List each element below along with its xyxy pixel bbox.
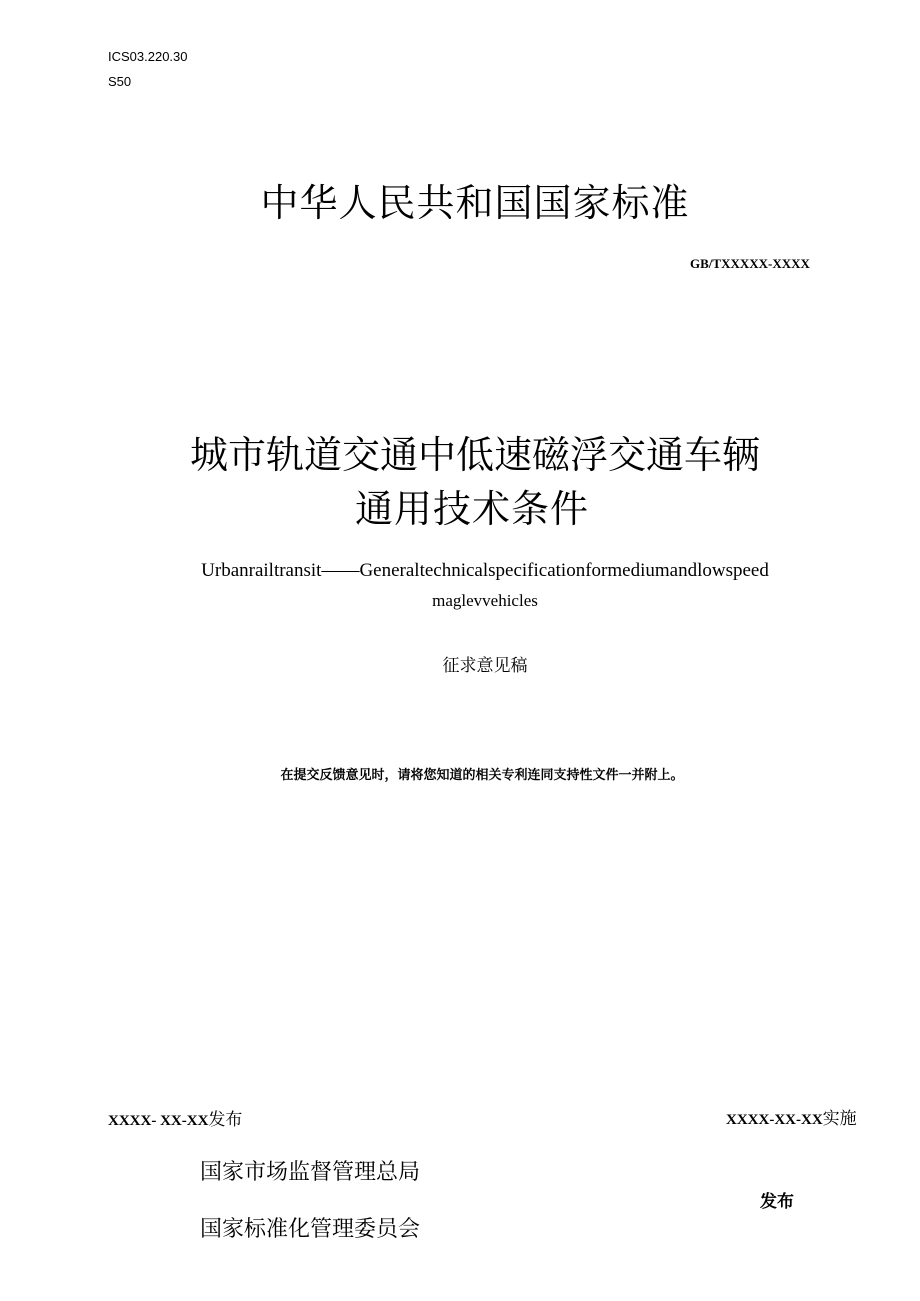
ccs-code: S50 [108, 74, 132, 89]
issued-label: 发布 [760, 1192, 794, 1211]
patent-notice: 在提交反馈意见时，请将您知道的相关专利连同支持性文件一并附上。 [280, 767, 684, 782]
issue-date-value: XXXX- XX-XX [108, 1113, 209, 1129]
issuer-sac: 国家标准化管理委员会 [200, 1216, 421, 1241]
document-title-line-1: 城市轨道交通中低速磁浮交通车辆 [189, 435, 760, 477]
effective-date-suffix: 实施 [822, 1109, 857, 1128]
ics-code: ICS03.220.30 [108, 49, 188, 64]
issuer-samr: 国家市场监督管理总局 [200, 1159, 421, 1184]
effective-date-value: XXXX-XX-XX [726, 1112, 823, 1128]
english-title-line-2: maglevvehicles [432, 591, 538, 610]
standard-number: GB/TXXXXX-XXXX [690, 256, 810, 271]
issue-date [108, 1105, 242, 1130]
english-title-line-1: Urbanrailtransit——Generaltechnicalspecificationformediumandlowspeed [201, 560, 769, 581]
national-standard-title: 中华人民共和国国家标准 [260, 183, 690, 225]
document-title-line-2: 通用技术条件 [354, 489, 589, 531]
effective-date [726, 1104, 857, 1129]
draft-status-label: 征求意见稿 [442, 656, 528, 675]
issue-date-suffix: 发布 [208, 1110, 243, 1129]
